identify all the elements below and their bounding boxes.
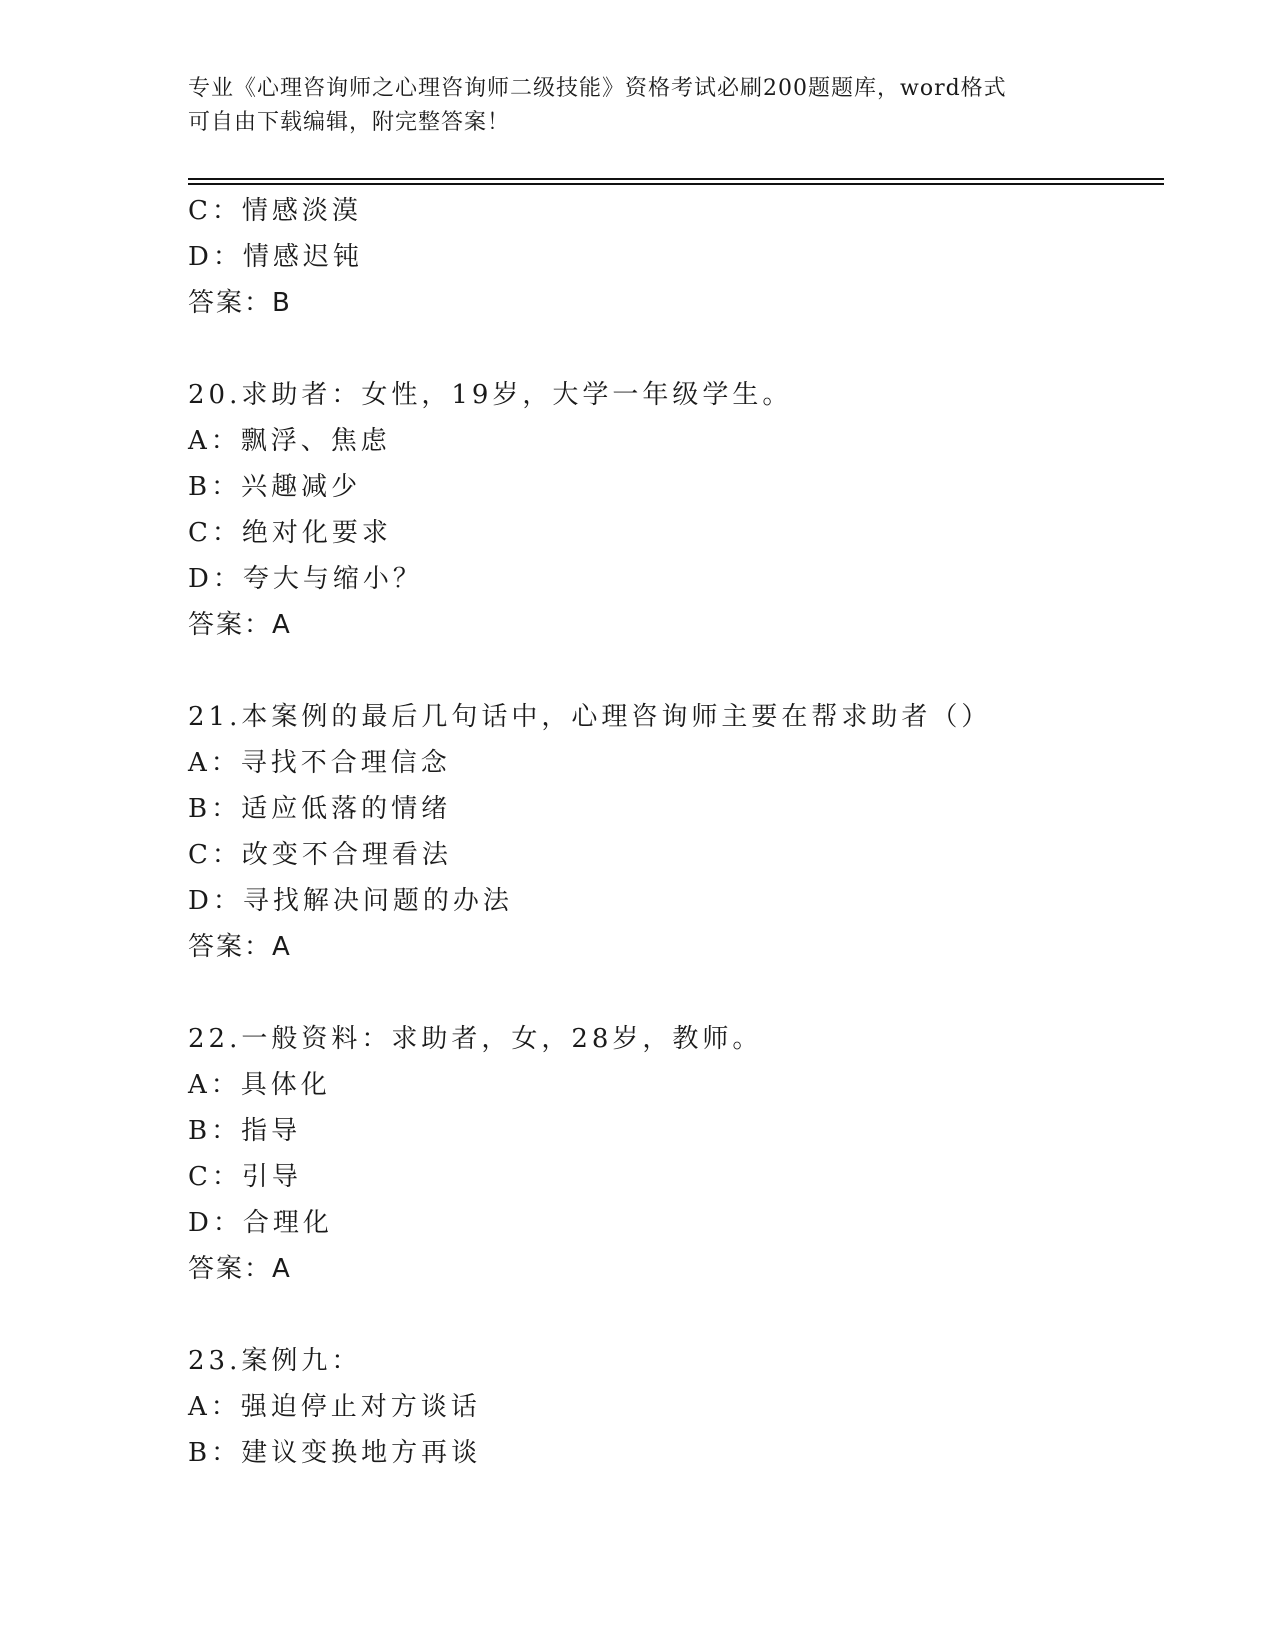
block-gap xyxy=(188,326,1148,372)
header-divider-top xyxy=(188,178,1164,180)
document-header xyxy=(188,72,1088,140)
block-gap xyxy=(188,648,1148,694)
option-c: C：引导 xyxy=(188,1162,302,1192)
option-b: B：适应低落的情绪 xyxy=(188,794,452,824)
question-23: 23.案例九： xyxy=(188,1346,362,1376)
option-c: C：改变不合理看法 xyxy=(188,840,452,870)
option-b: B：建议变换地方再谈 xyxy=(188,1438,482,1468)
option-d: D：寻找解决问题的办法 xyxy=(188,886,513,916)
option-a: A：强迫停止对方谈话 xyxy=(188,1392,481,1422)
question-list xyxy=(188,188,1148,1476)
question-21: 21.本案例的最后几句话中，心理咨询师主要在帮求助者（） xyxy=(188,702,992,732)
answer-line: 答案：B xyxy=(188,288,292,318)
header-divider-bottom xyxy=(188,183,1164,185)
question-22: 22.一般资料：求助者，女，28岁，教师。 xyxy=(188,1024,763,1054)
option-a: A：飘浮、焦虑 xyxy=(188,426,391,456)
option-a: A：具体化 xyxy=(188,1070,331,1100)
block-gap xyxy=(188,970,1148,1016)
option-d: D：情感迟钝 xyxy=(188,242,363,272)
option-d: D：合理化 xyxy=(188,1208,333,1238)
option-b: B：兴趣减少 xyxy=(188,472,362,502)
option-c: C：情感淡漠 xyxy=(188,196,362,226)
option-a: A：寻找不合理信念 xyxy=(188,748,451,778)
block-gap xyxy=(188,1292,1148,1338)
option-c: C：绝对化要求 xyxy=(188,518,392,548)
question-20: 20.求助者：女性，19岁，大学一年级学生。 xyxy=(188,380,793,410)
option-b: B：指导 xyxy=(188,1116,302,1146)
header-title-line-2: 可自由下载编辑，附完整答案！ xyxy=(188,110,511,135)
answer-line: 答案：A xyxy=(188,610,292,640)
answer-line: 答案：A xyxy=(188,1254,292,1284)
option-d: D：夸大与缩小？ xyxy=(188,564,423,594)
header-title-line-1: 专业《心理咨询师之心理咨询师二级技能》资格考试必刷200题题库，word格式 xyxy=(188,76,1007,101)
answer-line: 答案：A xyxy=(188,932,292,962)
